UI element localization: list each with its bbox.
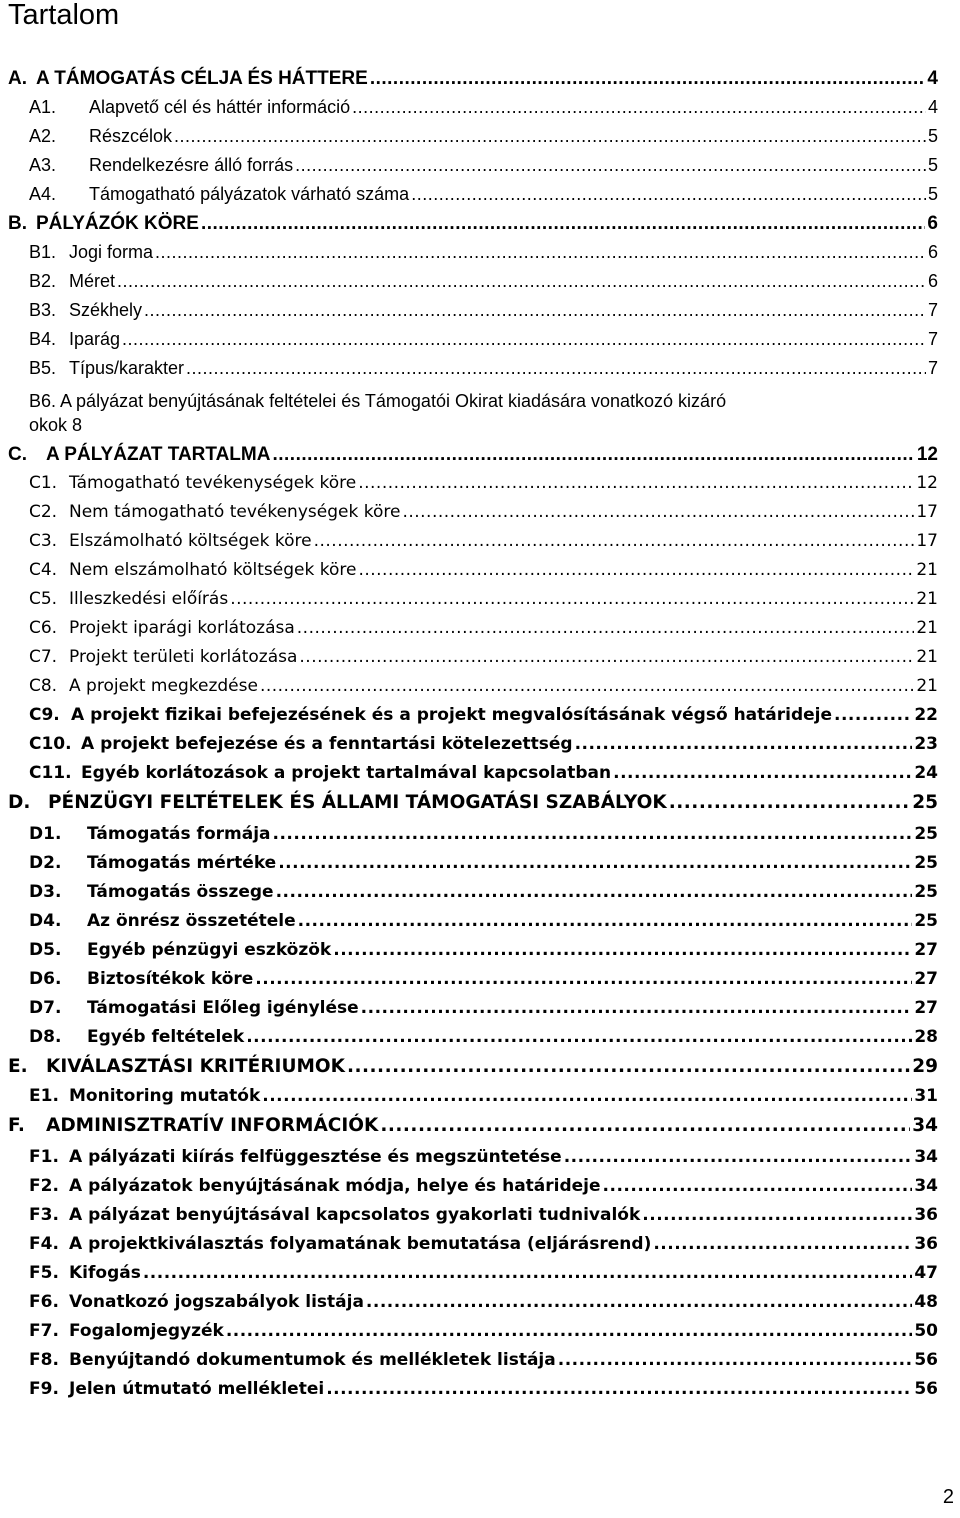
toc-label: Támogatás összege — [87, 882, 274, 902]
toc-code: F1. — [29, 1147, 59, 1167]
dot-leader — [314, 531, 915, 551]
toc-entry[interactable] — [29, 560, 938, 589]
toc-code: C9. — [29, 705, 60, 725]
dot-leader — [358, 560, 914, 580]
toc-page-number: 48 — [914, 1292, 938, 1312]
toc-code: D6. — [29, 969, 62, 989]
toc-entry[interactable] — [29, 734, 938, 763]
toc-label: Részcélok — [89, 126, 173, 146]
toc-page-number: 7 — [927, 300, 938, 320]
toc-entry[interactable] — [29, 1379, 938, 1408]
dot-leader — [653, 1234, 912, 1254]
toc-page-number: 5 — [927, 126, 938, 146]
toc-code: A2. — [29, 126, 57, 146]
toc-entry[interactable] — [29, 1205, 938, 1234]
dot-leader — [613, 763, 912, 783]
dot-leader — [260, 676, 914, 696]
toc-code: F7. — [29, 1321, 59, 1341]
toc-entry[interactable] — [29, 184, 938, 213]
toc-page-number: 28 — [914, 1027, 938, 1047]
toc-code: C10. — [29, 734, 72, 754]
toc-entry[interactable] — [8, 444, 938, 473]
toc-entry[interactable] — [29, 589, 938, 618]
toc-page-number: 17 — [916, 531, 938, 551]
toc-entry[interactable] — [8, 1115, 938, 1144]
toc-label: Támogatható pályázatok várható száma — [89, 184, 410, 204]
toc-code: B3. — [29, 300, 57, 320]
dot-leader — [174, 126, 926, 147]
dot-leader — [326, 1379, 912, 1399]
dot-leader — [226, 1321, 913, 1341]
toc-entry[interactable] — [29, 1234, 938, 1263]
toc-label: PÁLYÁZÓK KÖRE — [36, 213, 199, 234]
toc-label: A pályázati kiírás felfüggesztése és megszüntetése — [69, 1147, 562, 1167]
toc-label: Támogatható tevékenységek köre — [69, 473, 357, 493]
toc-page-number: 17 — [916, 502, 938, 522]
dot-leader — [347, 1056, 910, 1077]
dot-leader — [201, 213, 925, 235]
toc-code: A1. — [29, 97, 57, 117]
toc-page-number: 24 — [914, 763, 938, 783]
toc-label: A projektkiválasztás folyamatának bemutatása (eljárásrend) — [69, 1234, 652, 1254]
toc-label: Kifogás — [69, 1263, 141, 1283]
toc-label: A PÁLYÁZAT TARTALMA — [46, 444, 271, 465]
toc-entry[interactable] — [29, 300, 938, 329]
toc-page-number: 34 — [914, 1176, 938, 1196]
toc-page-number: 25 — [914, 911, 938, 931]
dot-leader — [155, 242, 926, 263]
toc-page-number: 29 — [912, 1056, 938, 1077]
toc-page-number: 5 — [927, 184, 938, 204]
dot-leader — [278, 853, 912, 873]
toc-code: F2. — [29, 1176, 59, 1196]
dot-leader — [230, 589, 914, 609]
toc-page-number: 21 — [916, 676, 938, 696]
toc-code: C7. — [29, 647, 58, 667]
toc-entry[interactable] — [29, 502, 938, 531]
dot-leader — [642, 1205, 912, 1225]
dot-leader — [143, 1263, 912, 1283]
dot-leader — [558, 1350, 913, 1370]
toc-page-number: 56 — [914, 1350, 938, 1370]
toc-entry[interactable] — [29, 1263, 938, 1292]
toc-label: Székhely — [69, 300, 143, 320]
toc-page-number: 4 — [927, 97, 938, 117]
toc-entry[interactable] — [29, 824, 938, 853]
toc-label: A TÁMOGATÁS CÉLJA ÉS HÁTTERE — [36, 68, 368, 89]
dot-leader — [186, 358, 926, 379]
toc-entry[interactable] — [29, 1350, 938, 1379]
toc-entry[interactable] — [8, 213, 938, 242]
toc-page-number: 21 — [916, 647, 938, 667]
toc-entry[interactable] — [29, 647, 938, 676]
dot-leader — [352, 97, 926, 118]
toc-entry[interactable] — [29, 940, 938, 969]
toc-label: A projekt fizikai befejezésének és a projekt megvalósításának végső határideje — [71, 705, 833, 725]
toc-page-number: 6 — [927, 242, 938, 262]
toc-entry[interactable] — [29, 1321, 938, 1350]
toc-entry[interactable] — [29, 618, 938, 647]
dot-leader — [366, 1292, 912, 1312]
toc-page-number: 6 — [927, 271, 938, 291]
toc-code: D2. — [29, 853, 62, 873]
toc-label: A pályázat benyújtásának feltételei és Támogatói Okirat kiadására vonatkozó kizáró — [60, 391, 727, 411]
dot-leader — [333, 940, 912, 960]
toc-code: D4. — [29, 911, 62, 931]
toc-entry[interactable] — [29, 998, 938, 1027]
toc-label: ADMINISZTRATÍV INFORMÁCIÓK — [46, 1115, 379, 1136]
toc-entry[interactable] — [29, 911, 938, 940]
toc-label: Nem elszámolható költségek köre — [69, 560, 357, 580]
dot-leader — [117, 271, 926, 292]
toc-entry[interactable] — [29, 97, 938, 126]
toc-code: D7. — [29, 998, 62, 1018]
toc-code: B4. — [29, 329, 57, 349]
toc-code: F8. — [29, 1350, 59, 1370]
dot-leader — [299, 647, 914, 667]
toc-page-number: 7 — [927, 358, 938, 378]
toc-page-number: 34 — [912, 1115, 938, 1136]
toc-entry[interactable] — [29, 853, 938, 882]
toc-label: Egyéb korlátozások a projekt tartalmával kapcsolatban — [81, 763, 612, 783]
toc-code: C5. — [29, 589, 58, 609]
toc-entry[interactable] — [29, 389, 959, 437]
dot-leader — [262, 1086, 912, 1106]
toc-code: D1. — [29, 824, 62, 844]
toc-page-number: 12 — [916, 473, 938, 493]
toc-entry[interactable] — [29, 1027, 938, 1056]
toc-entry[interactable] — [8, 792, 938, 821]
toc-page-number: 36 — [914, 1234, 938, 1254]
toc-entry[interactable] — [8, 68, 938, 97]
toc-entry[interactable] — [29, 969, 938, 998]
dot-leader — [575, 734, 913, 754]
page-number: 2 — [942, 1486, 954, 1508]
toc-label: A pályázat benyújtásával kapcsolatos gyakorlati tudnivalók — [69, 1205, 641, 1225]
toc-label: Elszámolható költségek köre — [69, 531, 312, 551]
toc-code: D3. — [29, 882, 62, 902]
toc-code: D5. — [29, 940, 62, 960]
toc-entry[interactable] — [29, 676, 938, 705]
toc-code: A3. — [29, 155, 57, 175]
toc-label: KIVÁLASZTÁSI KRITÉRIUMOK — [46, 1056, 345, 1077]
dot-leader — [297, 618, 915, 638]
toc-entry[interactable] — [29, 358, 938, 387]
toc-page-number: 25 — [914, 853, 938, 873]
toc-code: B1. — [29, 242, 57, 262]
toc-label: Méret — [69, 271, 116, 291]
toc-entry[interactable] — [29, 329, 938, 358]
toc-page-number: 31 — [914, 1086, 938, 1106]
toc-label: Egyéb pénzügyi eszközök — [87, 940, 332, 960]
dot-leader — [358, 473, 914, 493]
toc-code: E. — [8, 1056, 28, 1077]
toc-page-number: 12 — [916, 444, 938, 465]
toc-entry[interactable] — [29, 271, 938, 300]
toc-entry[interactable] — [29, 1176, 938, 1205]
toc-code: A. — [8, 68, 27, 89]
dot-leader — [834, 705, 912, 725]
dot-leader — [564, 1147, 913, 1167]
toc-label: A projekt befejezése és a fenntartási kötelezettség — [81, 734, 573, 754]
toc-code: C6. — [29, 618, 58, 638]
toc-label: Egyéb feltételek — [87, 1027, 245, 1047]
toc-label: Támogatás mértéke — [87, 853, 277, 873]
toc-page-number: 47 — [914, 1263, 938, 1283]
toc-code: C3. — [29, 531, 58, 551]
toc-label: Típus/karakter — [69, 358, 185, 378]
toc-code: C2. — [29, 502, 58, 522]
toc-label: Fogalomjegyzék — [69, 1321, 224, 1341]
toc-label: PÉNZÜGYI FELTÉTELEK ÉS ÁLLAMI TÁMOGATÁSI SZABÁLYOK — [48, 792, 667, 813]
toc-page-number: 7 — [927, 329, 938, 349]
toc-page-number: 25 — [914, 824, 938, 844]
toc-page-number: 21 — [916, 560, 938, 580]
toc-entry[interactable] — [29, 1292, 938, 1321]
toc-page-number: 36 — [914, 1205, 938, 1225]
toc-label: Rendelkezésre álló forrás — [89, 155, 294, 175]
toc-label: Jogi forma — [69, 242, 154, 262]
dot-leader — [272, 444, 914, 466]
toc-code: C8. — [29, 676, 58, 696]
toc-entry[interactable] — [29, 763, 938, 792]
page-title: Tartalom — [8, 0, 120, 31]
toc-entry[interactable] — [29, 473, 938, 502]
toc-page-number: 22 — [914, 705, 938, 725]
toc-page-number: 27 — [914, 940, 938, 960]
toc-code: F5. — [29, 1263, 59, 1283]
toc-label: Támogatási Előleg igénylése — [87, 998, 359, 1018]
toc-entry[interactable] — [29, 1147, 938, 1176]
toc-code: C1. — [29, 473, 58, 493]
dot-leader — [298, 911, 913, 931]
toc-code: F. — [8, 1115, 25, 1136]
dot-leader — [380, 1115, 910, 1136]
toc-code: B5. — [29, 358, 57, 378]
toc-code: B. — [8, 213, 27, 234]
toc-label: Alapvető cél és háttér információ — [89, 97, 351, 117]
toc-entry[interactable] — [29, 705, 938, 734]
toc-entry[interactable] — [29, 1086, 938, 1115]
toc-page-number: 23 — [914, 734, 938, 754]
toc-page-number: 27 — [914, 998, 938, 1018]
toc-label: Monitoring mutatók — [69, 1086, 261, 1106]
toc-label: Vonatkozó jogszabályok listája — [69, 1292, 364, 1312]
dot-leader — [255, 969, 912, 989]
toc-label: Benyújtandó dokumentumok és mellékletek listája — [69, 1350, 556, 1370]
dot-leader — [402, 502, 914, 522]
toc-entry[interactable] — [29, 155, 938, 184]
toc-entry[interactable] — [29, 126, 938, 155]
dot-leader — [669, 792, 911, 813]
toc-code: F4. — [29, 1234, 59, 1254]
toc-page-number: 5 — [927, 155, 938, 175]
dot-leader — [246, 1027, 912, 1047]
toc-entry[interactable] — [8, 1056, 938, 1085]
toc-code: D. — [8, 792, 31, 813]
toc-label: A pályázatok benyújtásának módja, helye és határideje — [69, 1176, 601, 1196]
toc-code: F9. — [29, 1379, 59, 1399]
toc-page-number: 50 — [914, 1321, 938, 1341]
dot-leader — [295, 155, 926, 176]
toc-code: D8. — [29, 1027, 62, 1047]
toc-label: Nem támogatható tevékenységek köre — [69, 502, 401, 522]
dot-leader — [603, 1176, 913, 1196]
toc-label: Jelen útmutató mellékletei — [69, 1379, 325, 1399]
toc-label-continuation: okok 8 — [29, 415, 83, 435]
toc-code: B2. — [29, 271, 57, 291]
toc-label: Projekt iparági korlátozása — [69, 618, 295, 638]
toc-code: A4. — [29, 184, 57, 204]
toc-entry[interactable] — [29, 531, 938, 560]
toc-page-number: 25 — [914, 882, 938, 902]
toc-label: A projekt megkezdése — [69, 676, 258, 696]
dot-leader — [273, 824, 913, 844]
dot-leader — [122, 329, 926, 350]
toc-code: E1. — [29, 1086, 59, 1106]
toc-label: Iparág — [69, 329, 121, 349]
toc-entry[interactable] — [29, 882, 938, 911]
toc-page-number: 21 — [916, 618, 938, 638]
toc-page-number: 4 — [927, 68, 938, 89]
toc-label: Illeszkedési előírás — [69, 589, 229, 609]
dot-leader — [144, 300, 926, 321]
toc-page-number: 56 — [914, 1379, 938, 1399]
toc-code: F6. — [29, 1292, 59, 1312]
toc-page-number: 34 — [914, 1147, 938, 1167]
toc-entry[interactable] — [29, 242, 938, 271]
dot-leader — [361, 998, 913, 1018]
toc-label: Támogatás formája — [87, 824, 271, 844]
toc-label: Az önrész összetétele — [87, 911, 296, 931]
toc-code: B6. — [29, 391, 61, 411]
dot-leader — [370, 68, 926, 90]
dot-leader — [411, 184, 926, 205]
toc-code: C11. — [29, 763, 72, 783]
dot-leader — [276, 882, 913, 902]
toc-page-number: 6 — [927, 213, 938, 234]
toc-code: C. — [8, 444, 27, 465]
toc-code: F3. — [29, 1205, 59, 1225]
toc-page-number: 27 — [914, 969, 938, 989]
toc-code: C4. — [29, 560, 58, 580]
toc-label: Biztosítékok köre — [87, 969, 254, 989]
toc-page-number: 25 — [912, 792, 938, 813]
toc-label: Projekt területi korlátozása — [69, 647, 298, 667]
toc-page-number: 21 — [916, 589, 938, 609]
